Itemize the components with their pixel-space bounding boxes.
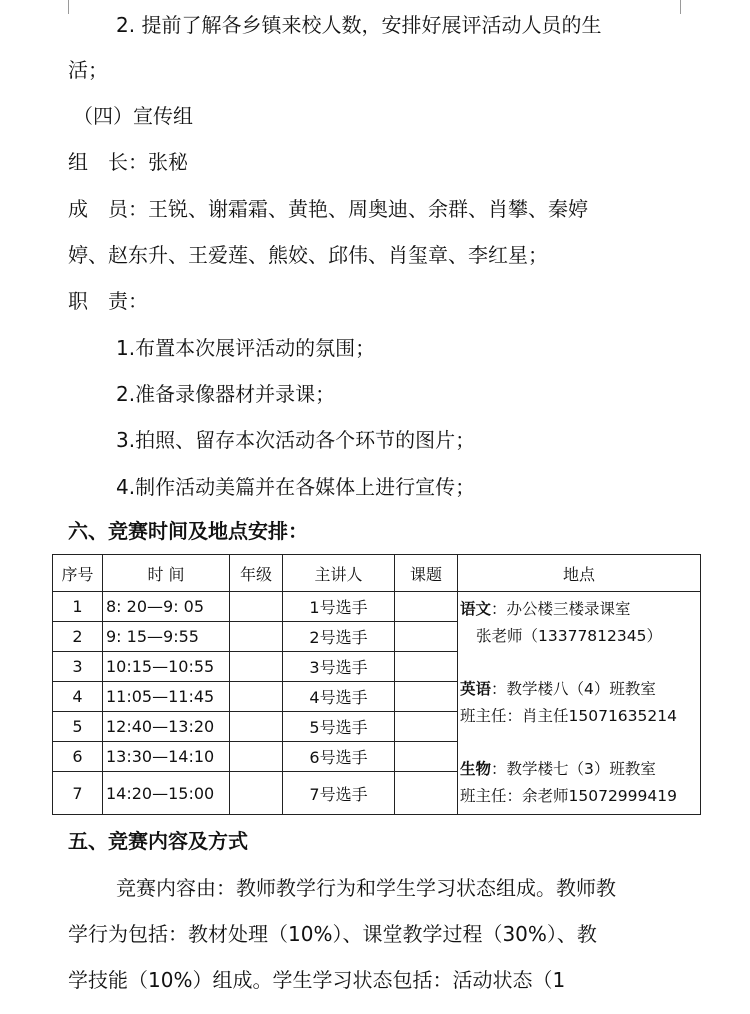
cell-speaker: 3号选手 [283,652,395,682]
cell-speaker: 7号选手 [283,772,395,815]
table-header-row [53,555,701,592]
text-line: 竞赛内容由：教师教学行为和学生学习状态组成。教师教 [116,876,616,900]
text-line: 3.拍照、留存本次活动各个环节的图片； [116,428,476,452]
cell-grade [230,652,283,682]
venue-teacher: 班主任：肖主任15071635214 [460,707,677,725]
cell-time: 10:15—10:55 [103,652,230,682]
section-heading: 五、竞赛内容及方式 [68,829,248,853]
cell-speaker: 1号选手 [283,592,395,622]
text-line: 职 责： [68,289,148,313]
venue-label: 英语 [460,680,492,698]
cell-time: 12:40—13:20 [103,712,230,742]
cell-no: 3 [53,652,103,682]
table-header: 时 间 [103,555,230,592]
section-heading: 六、竞赛时间及地点安排： [68,519,308,543]
cell-grade [230,592,283,622]
text-line: 成 员：王锐、谢霜霜、黄艳、周奥迪、余群、肖攀、秦婷 [68,197,588,221]
page-corner-mark-right [680,0,681,14]
cell-time: 8: 20—9: 05 [103,592,230,622]
cell-no: 5 [53,712,103,742]
cell-topic [395,592,458,622]
table-header: 序号 [53,555,103,592]
venue-place: ：教学楼八（4）班教室 [491,680,656,698]
venue-biology [460,756,698,810]
cell-no: 1 [53,592,103,622]
table-header: 年级 [230,555,283,592]
cell-topic [395,622,458,652]
cell-no: 7 [53,772,103,815]
venue-label: 语文 [460,600,492,618]
cell-time: 14:20—15:00 [103,772,230,815]
cell-speaker: 5号选手 [283,712,395,742]
text-line: 活； [68,58,108,82]
text-line: 婷、赵东升、王爱莲、熊姣、邱伟、肖玺章、李红星； [68,243,548,267]
cell-time: 11:05—11:45 [103,682,230,712]
cell-no: 2 [53,622,103,652]
cell-time: 13:30—14:10 [103,742,230,772]
cell-speaker: 2号选手 [283,622,395,652]
cell-no: 4 [53,682,103,712]
section-heading: （四）宣传组 [73,104,193,128]
table-header: 地点 [458,555,701,592]
venue-teacher: 班主任：余老师15072999419 [460,787,677,805]
cell-no: 6 [53,742,103,772]
venue-place: ：办公楼三楼录课室 [491,600,631,618]
text-line: 2.准备录像器材并录课； [116,382,336,406]
cell-topic [395,712,458,742]
venue-place: ：教学楼七（3）班教室 [491,760,656,778]
text-line: 4.制作活动美篇并在各媒体上进行宣传； [116,475,476,499]
text-line: 组 长：张秘 [68,150,188,174]
cell-grade [230,682,283,712]
table-header: 课题 [395,555,458,592]
cell-topic [395,742,458,772]
page-corner-mark-left [68,0,69,14]
schedule-table [52,554,701,815]
venue-teacher: 张老师（13377812345） [476,627,662,645]
venue-english [460,676,698,730]
venue-cell [458,592,701,815]
text-line: 1.布置本次展评活动的氛围； [116,336,376,360]
cell-grade [230,622,283,652]
text-line: 2. 提前了解各乡镇来校人数，安排好展评活动人员的生 [116,13,602,37]
text-line: 学行为包括：教材处理（10%）、课堂教学过程（30%）、教 [68,922,597,946]
cell-grade [230,712,283,742]
venue-chinese [460,596,698,650]
cell-topic [395,652,458,682]
cell-topic [395,682,458,712]
cell-speaker: 6号选手 [283,742,395,772]
cell-speaker: 4号选手 [283,682,395,712]
text-line: 学技能（10%）组成。学生学习状态包括：活动状态（1 [68,968,566,992]
cell-grade [230,742,283,772]
cell-grade [230,772,283,815]
table-row [53,592,701,622]
venue-label: 生物 [460,760,492,778]
cell-time: 9: 15—9:55 [103,622,230,652]
table-header: 主讲人 [283,555,395,592]
cell-topic [395,772,458,815]
